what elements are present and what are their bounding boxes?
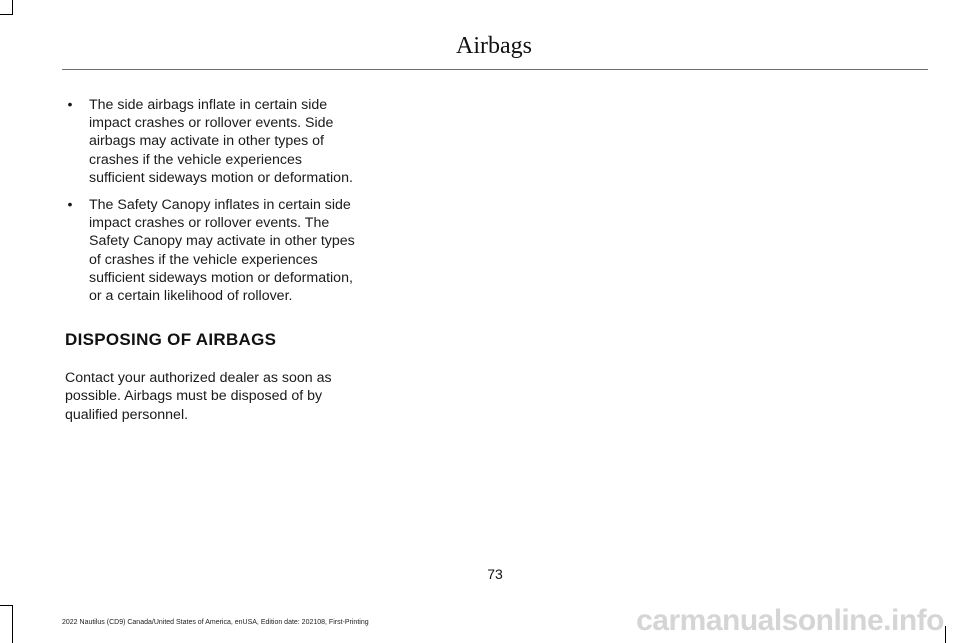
page-number: 73 [487, 566, 503, 582]
list-item-text: The side airbags inflate in certain side impact crashes or rollover events. Side airbags may activate in other types of crashes if the vehicle experiences sufficient sideways motion or deformation. [89, 97, 353, 186]
list-item-text: The Safety Canopy inflates in certain side impact crashes or rollover events. The Safety Canopy may activate in other types of crashes if the vehicle experiences sufficient sideways motion or deformation, or a certain likelihood of rollover. [89, 197, 355, 305]
crop-mark-bottom-left-vertical [12, 605, 13, 643]
header-divider [62, 69, 928, 70]
list-item [65, 196, 355, 305]
bullet-mark: • [67, 97, 73, 113]
section-heading: DISPOSING OF AIRBAGS [65, 330, 277, 350]
crop-mark-top-left-horizontal [0, 14, 13, 15]
crop-mark-bottom-left-horizontal [0, 605, 13, 606]
edition-footer: 2022 Nautilus (CD9) Canada/United States of America, enUSA, Edition date: 202108, First-Printing [62, 619, 369, 626]
bullet-mark: • [67, 197, 73, 214]
main-content [65, 96, 355, 424]
crop-mark-top-left-vertical [12, 0, 13, 14]
crop-mark-bottom-right-vertical [945, 626, 946, 643]
page-title: Airbags [456, 33, 532, 59]
list-item [65, 96, 355, 187]
airbag-bullet-list [65, 96, 355, 305]
watermark: carmanualsonline.info [636, 604, 944, 637]
section-paragraph: Contact your authorized dealer as soon as possible. Airbags must be disposed of by qualified personnel. [65, 370, 332, 423]
